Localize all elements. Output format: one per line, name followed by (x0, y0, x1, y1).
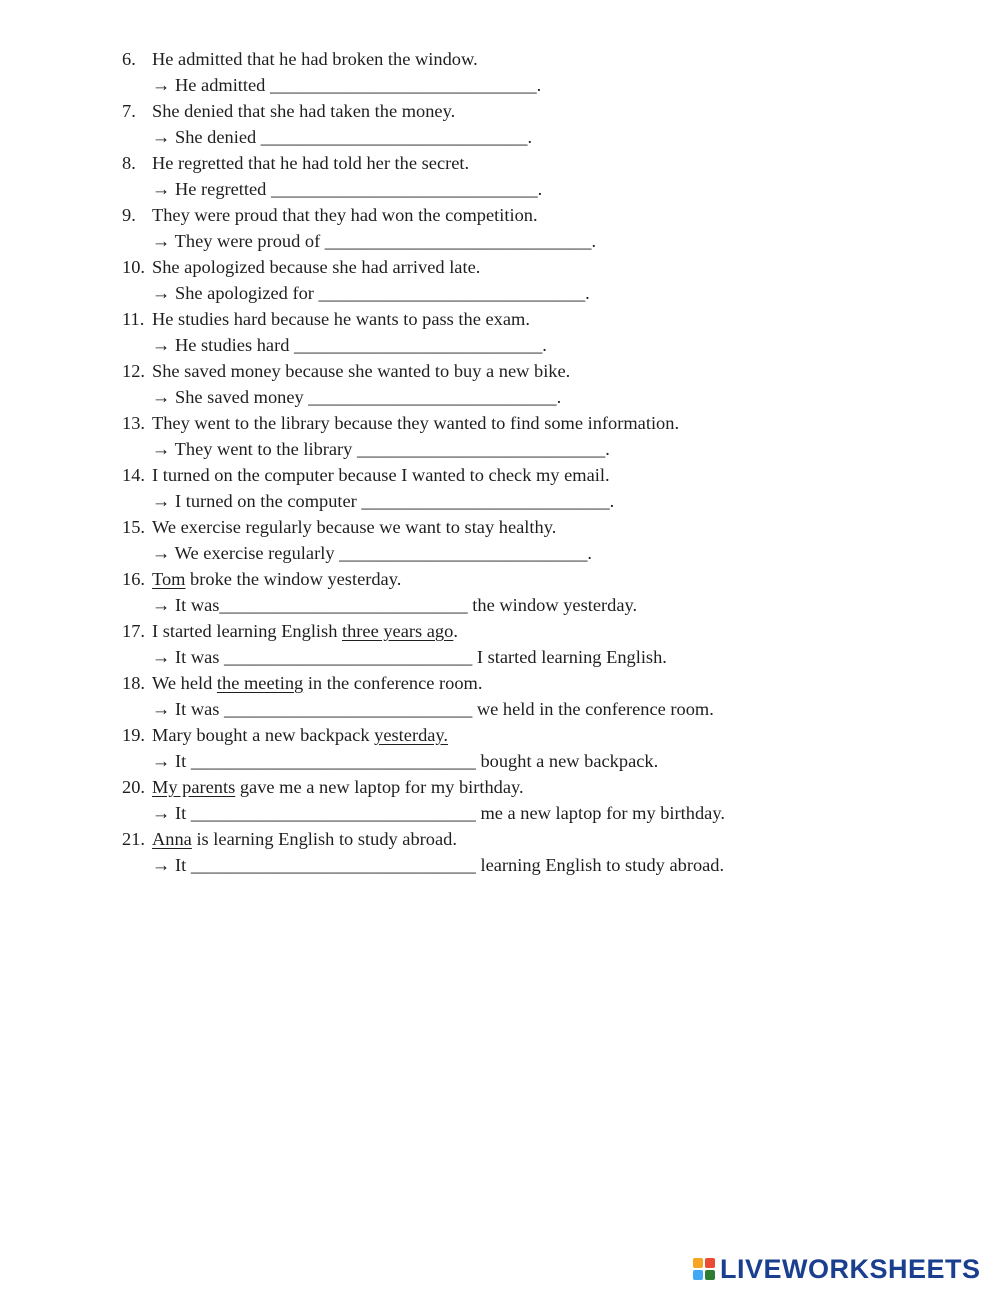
prompt-text: Mary bought a new backpack (152, 725, 375, 745)
prompt-text: . (453, 621, 458, 641)
rewrite-text-with-blank[interactable]: → It _______________________________ learning English to study abroad. (152, 855, 725, 875)
rewrite-text-with-blank[interactable]: → It was ___________________________ I started learning English. (152, 647, 667, 667)
rewrite-line[interactable] (122, 228, 882, 254)
underlined-phrase: the meeting (216, 673, 304, 693)
exercise-item (122, 150, 882, 202)
exercise-number: 16. (122, 569, 145, 589)
exercise-number: 15. (122, 517, 145, 537)
prompt-text: They went to the library because they wanted to find some information. (152, 413, 680, 433)
exercise-prompt (122, 618, 882, 644)
prompt-text: She saved money because she wanted to buy a new bike. (152, 361, 571, 381)
exercise-item (122, 98, 882, 150)
exercise-number: 10. (122, 257, 145, 277)
rewrite-text-with-blank[interactable]: → She denied _____________________________. (152, 127, 533, 147)
exercise-item (122, 670, 882, 722)
rewrite-text-with-blank[interactable]: → They were proud of _____________________________. (152, 231, 597, 251)
rewrite-line[interactable] (122, 696, 882, 722)
exercise-prompt (122, 98, 882, 124)
rewrite-text-with-blank[interactable]: → He studies hard ___________________________. (152, 335, 547, 355)
brand-mark-tile (693, 1270, 703, 1280)
exercise-item (122, 46, 882, 98)
exercise-item (122, 774, 882, 826)
rewrite-line[interactable] (122, 124, 882, 150)
exercise-item (122, 410, 882, 462)
exercise-prompt (122, 150, 882, 176)
exercise-prompt (122, 358, 882, 384)
rewrite-text-with-blank[interactable]: → She saved money ___________________________. (152, 387, 562, 407)
exercise-prompt (122, 670, 882, 696)
rewrite-text-with-blank[interactable]: → It was___________________________ the window yesterday. (152, 595, 638, 615)
rewrite-line[interactable] (122, 540, 882, 566)
rewrite-line[interactable] (122, 852, 882, 878)
rewrite-line[interactable] (122, 800, 882, 826)
rewrite-line[interactable] (122, 176, 882, 202)
exercise-number: 11. (122, 309, 145, 329)
rewrite-line[interactable] (122, 280, 882, 306)
rewrite-text-with-blank[interactable]: → It was ___________________________ we held in the conference room. (152, 699, 714, 719)
rewrite-text-with-blank[interactable]: → He regretted _____________________________. (152, 179, 543, 199)
underlined-phrase: Tom (152, 569, 186, 589)
exercise-item (122, 514, 882, 566)
rewrite-line[interactable] (122, 592, 882, 618)
exercise-item (122, 826, 882, 878)
prompt-text: is learning English to study abroad. (191, 829, 457, 849)
exercise-prompt (122, 774, 882, 800)
rewrite-line[interactable] (122, 436, 882, 462)
brand-mark-tile (693, 1258, 703, 1268)
underlined-phrase: three years ago (342, 621, 454, 641)
exercise-prompt (122, 202, 882, 228)
exercise-number: 6. (122, 49, 136, 69)
rewrite-line[interactable] (122, 644, 882, 670)
exercise-item (122, 722, 882, 774)
rewrite-line[interactable] (122, 72, 882, 98)
underlined-phrase: My parents (152, 777, 236, 797)
rewrite-text-with-blank[interactable]: → We exercise regularly ___________________________. (152, 543, 592, 563)
rewrite-text-with-blank[interactable]: → She apologized for _____________________________. (152, 283, 590, 303)
rewrite-text-with-blank[interactable]: → I turned on the computer ___________________________. (152, 491, 615, 511)
exercise-number: 12. (122, 361, 145, 381)
prompt-text: broke the window yesterday. (185, 569, 402, 589)
rewrite-text-with-blank[interactable]: → It _______________________________ me a new laptop for my birthday. (152, 803, 725, 823)
rewrite-text-with-blank[interactable]: → It _______________________________ bought a new backpack. (152, 751, 659, 771)
brand-name: LIVEWORKSHEETS (720, 1254, 981, 1284)
prompt-text: I turned on the computer because I wanted to check my email. (152, 465, 610, 485)
exercise-number: 9. (122, 205, 136, 225)
exercise-number: 17. (122, 621, 145, 641)
exercise-item (122, 306, 882, 358)
exercise-number: 8. (122, 153, 136, 173)
brand-mark-tile (705, 1258, 715, 1268)
exercise-number: 19. (122, 725, 145, 745)
exercise-prompt (122, 410, 882, 436)
exercise-prompt (122, 254, 882, 280)
exercise-item (122, 358, 882, 410)
prompt-text: He admitted that he had broken the window. (152, 49, 478, 69)
prompt-text: I started learning English (152, 621, 342, 641)
rewrite-line[interactable] (122, 748, 882, 774)
exercise-item (122, 254, 882, 306)
prompt-text: We held (152, 673, 217, 693)
rewrite-line[interactable] (122, 488, 882, 514)
underlined-phrase: Anna (152, 829, 192, 849)
prompt-text: gave me a new laptop for my birthday. (235, 777, 524, 797)
exercise-number: 21. (122, 829, 145, 849)
prompt-text: She denied that she had taken the money. (152, 101, 456, 121)
brand-mark-tile (705, 1270, 715, 1280)
prompt-text: in the conference room. (303, 673, 483, 693)
exercise-number: 14. (122, 465, 145, 485)
exercise-prompt (122, 46, 882, 72)
prompt-text: We exercise regularly because we want to stay healthy. (152, 517, 557, 537)
exercise-number: 13. (122, 413, 145, 433)
liveworksheets-logo (693, 1255, 981, 1283)
rewrite-text-with-blank[interactable]: → He admitted _____________________________. (152, 75, 542, 95)
exercise-number: 20. (122, 777, 145, 797)
exercise-prompt (122, 826, 882, 852)
brand-mark-icon (693, 1258, 715, 1280)
exercise-number: 7. (122, 101, 136, 121)
exercise-prompt (122, 722, 882, 748)
exercise-prompt (122, 566, 882, 592)
rewrite-line[interactable] (122, 332, 882, 358)
exercise-item (122, 202, 882, 254)
exercise-prompt (122, 462, 882, 488)
prompt-text: They were proud that they had won the competition. (152, 205, 538, 225)
underlined-phrase: yesterday. (374, 725, 449, 745)
exercise-number: 18. (122, 673, 145, 693)
rewrite-line[interactable] (122, 384, 882, 410)
prompt-text: He studies hard because he wants to pass the exam. (152, 309, 530, 329)
rewrite-text-with-blank[interactable]: → They went to the library ___________________________. (152, 439, 610, 459)
exercise-prompt (122, 514, 882, 540)
prompt-text: He regretted that he had told her the secret. (152, 153, 470, 173)
exercise-prompt (122, 306, 882, 332)
exercise-item (122, 462, 882, 514)
exercise-item (122, 618, 882, 670)
prompt-text: She apologized because she had arrived late. (152, 257, 481, 277)
exercise-item (122, 566, 882, 618)
worksheet-exercise-list (122, 46, 882, 878)
